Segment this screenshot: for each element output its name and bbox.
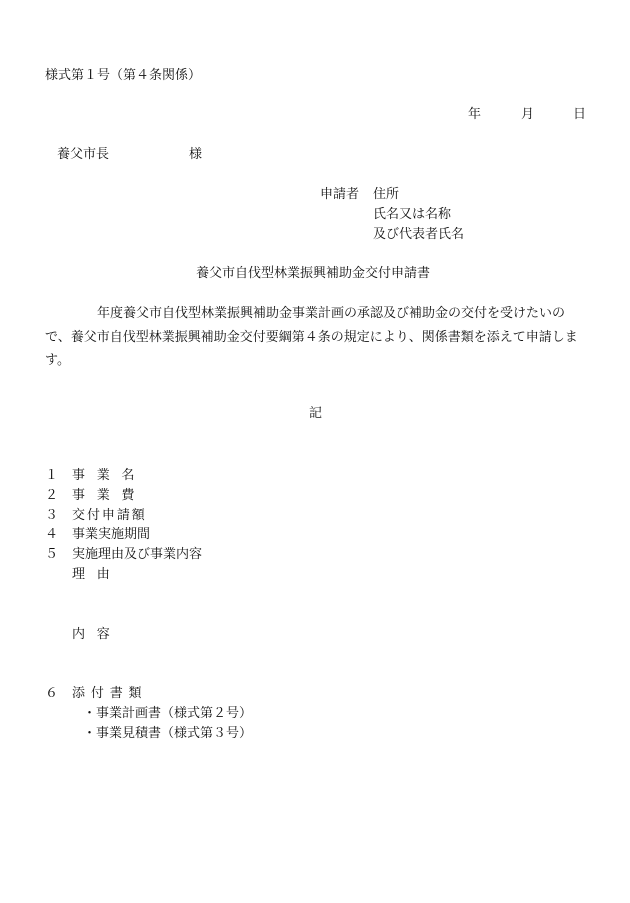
item-label-business-cost: 事業費 bbox=[72, 488, 147, 503]
item-label-period: 事業実施期間 bbox=[72, 527, 151, 542]
item-number: ３ bbox=[45, 508, 59, 523]
applicant-address-label: 住所 bbox=[373, 187, 400, 202]
item-number: ４ bbox=[45, 527, 59, 542]
document-title: 養父市自伐型林業振興補助金交付申請書 bbox=[196, 266, 431, 281]
attachments-number: ６ bbox=[45, 686, 59, 701]
date-year-label: 年 bbox=[468, 107, 482, 122]
addressee-honorific: 様 bbox=[189, 147, 203, 162]
sub-item-reason: 理由 bbox=[72, 567, 122, 582]
addressee-name: 養父市長 bbox=[57, 147, 110, 162]
date-month-label: 月 bbox=[521, 107, 535, 122]
item-label-business-name: 事業名 bbox=[72, 468, 147, 483]
applicant-name-label: 氏名又は名称 bbox=[373, 207, 452, 222]
item-number: １ bbox=[45, 468, 59, 483]
item-number: ５ bbox=[45, 547, 59, 562]
date-day-label: 日 bbox=[573, 107, 587, 122]
attachment-item: ・事業見積書（様式第３号） bbox=[83, 726, 253, 741]
body-text: 年度養父市自伐型林業振興補助金事業計画の承認及び補助金の交付を受けたいので、養父市自伐型林業振興補助金交付要綱第４条の規定により、関係書類を添えて申請します。 bbox=[45, 306, 578, 368]
sub-item-content: 内容 bbox=[72, 627, 122, 642]
attachment-item: ・事業計画書（様式第２号） bbox=[83, 706, 253, 721]
form-number: 様式第１号（第４条関係） bbox=[45, 68, 202, 83]
item-label-reason-content: 実施理由及び事業内容 bbox=[72, 547, 203, 562]
item-number: ２ bbox=[45, 488, 59, 503]
applicant-label: 申請者 bbox=[320, 187, 360, 202]
item-label-grant-amount: 交付申請額 bbox=[72, 508, 147, 523]
ki-label: 記 bbox=[309, 406, 323, 421]
attachments-label: 添付書類 bbox=[72, 686, 148, 701]
applicant-representative-label: 及び代表者氏名 bbox=[373, 227, 465, 242]
